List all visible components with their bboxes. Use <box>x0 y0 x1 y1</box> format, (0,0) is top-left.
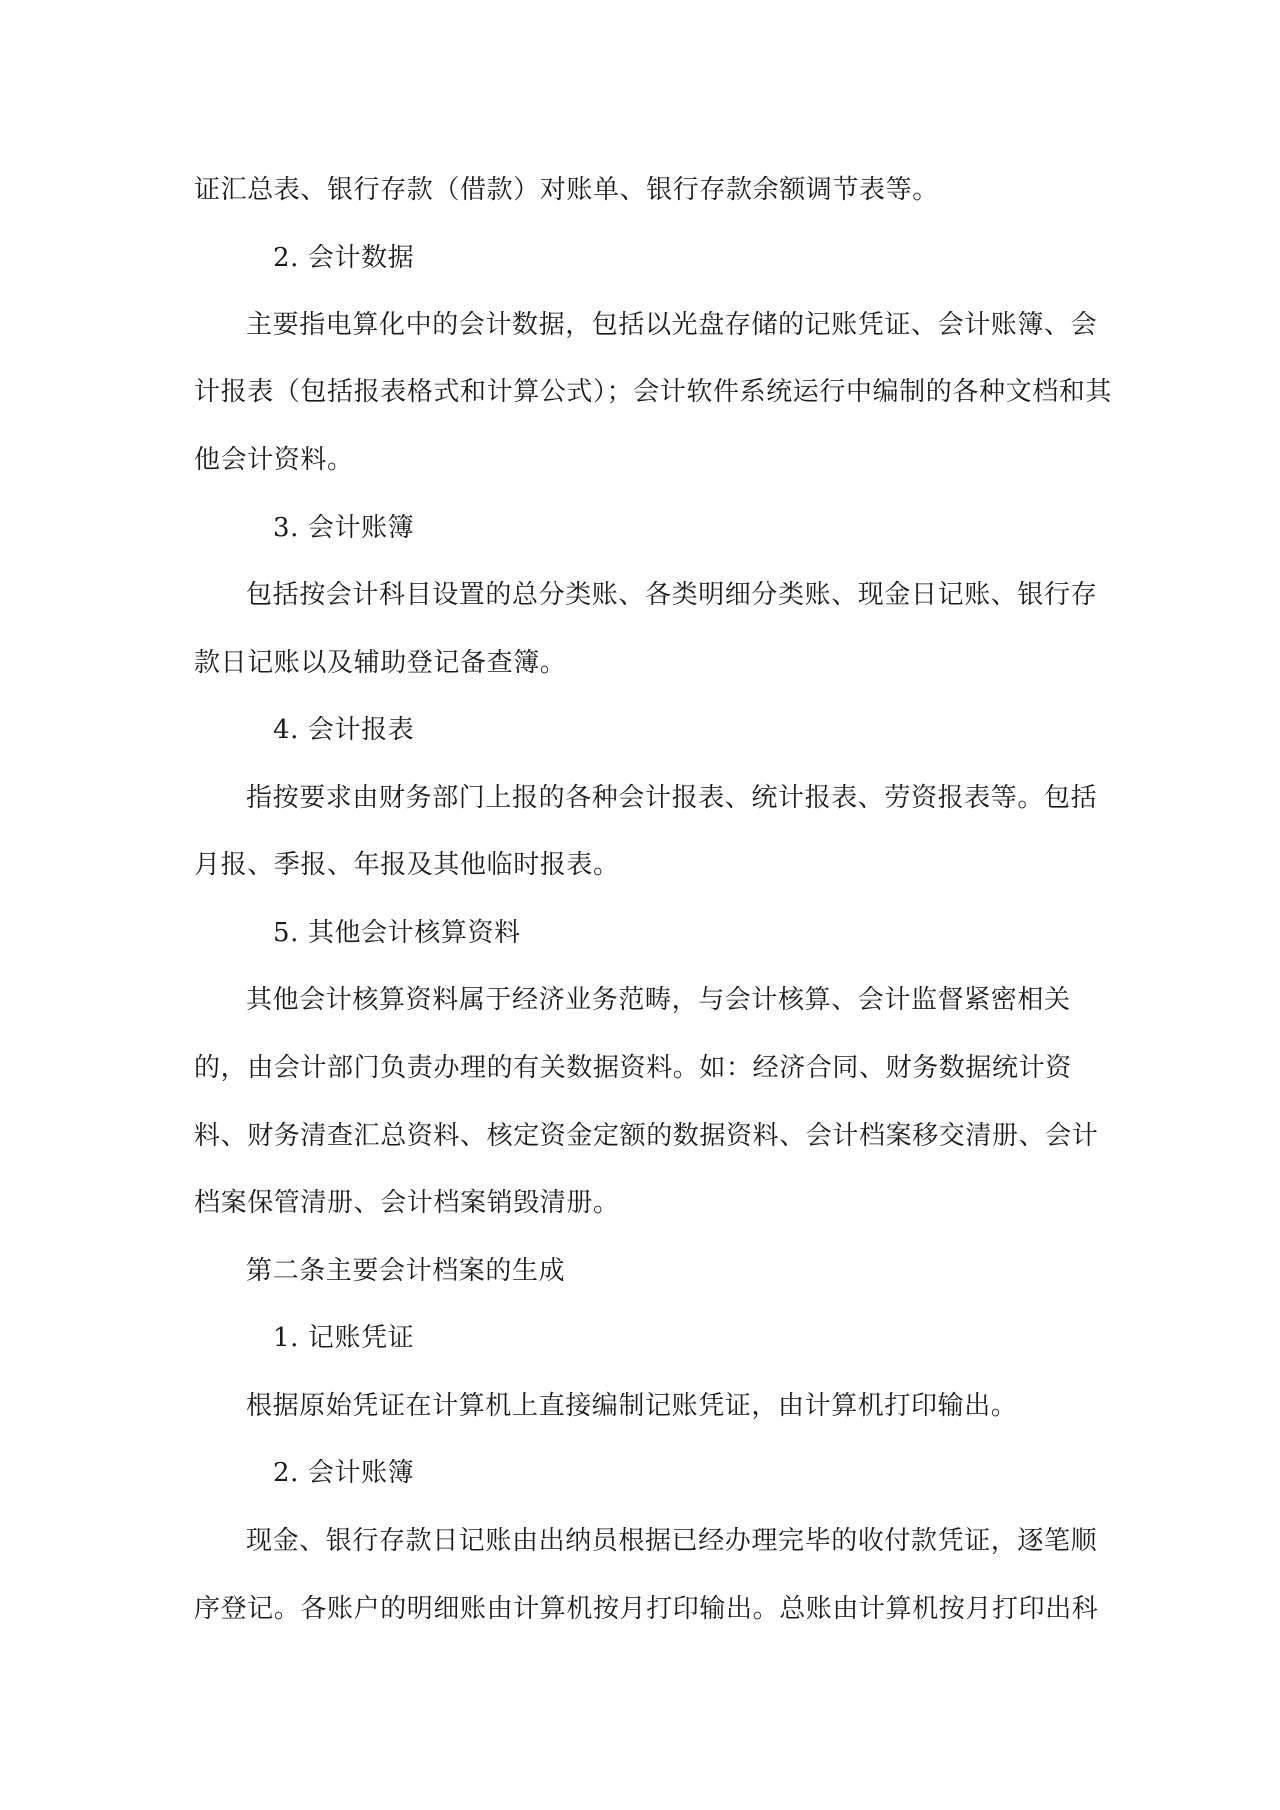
paragraph-line: 月报、季报、年报及其他临时报表。 <box>194 850 620 880</box>
paragraph-line: 的，由会计部门负责办理的有关数据资料。如：经济合同、财务数据统计资 <box>194 1053 1072 1083</box>
paragraph-line: 现金、银行存款日记账由出纳员根据已经办理完毕的收付款凭证，逐笔顺 <box>246 1526 1098 1556</box>
paragraph-line: 包括按会计科目设置的总分类账、各类明细分类账、现金日记账、银行存 <box>246 580 1098 610</box>
paragraph-line: 他会计资料。 <box>194 445 354 475</box>
paragraph-line: 根据原始凭证在计算机上直接编制记账凭证，由计算机打印输出。 <box>246 1391 1018 1421</box>
section-heading: 3. 会计账簿 <box>273 513 415 543</box>
paragraph-line: 序登记。各账户的明细账由计算机按月打印输出。总账由计算机按月打印出科 <box>194 1594 1099 1624</box>
article-heading: 第二条主要会计档案的生成 <box>246 1256 566 1286</box>
section-heading: 5. 其他会计核算资料 <box>273 918 521 948</box>
paragraph-line: 其他会计核算资料属于经济业务范畴，与会计核算、会计监督紧密相关 <box>246 985 1071 1015</box>
paragraph-line: 证汇总表、银行存款（借款）对账单、银行存款余额调节表等。 <box>194 175 939 205</box>
paragraph-line: 主要指电算化中的会计数据，包括以光盘存储的记账凭证、会计账簿、会 <box>246 310 1098 340</box>
section-heading: 2. 会计账簿 <box>273 1458 415 1488</box>
section-heading: 2. 会计数据 <box>273 243 415 273</box>
paragraph-line: 计报表（包括报表格式和计算公式）；会计软件系统运行中编制的各种文档和其 <box>194 377 1113 407</box>
paragraph-line: 款日记账以及辅助登记备查簿。 <box>194 648 567 678</box>
paragraph-line: 档案保管清册、会计档案销毁清册。 <box>194 1188 620 1218</box>
paragraph-line: 指按要求由财务部门上报的各种会计报表、统计报表、劳资报表等。包括 <box>246 783 1098 813</box>
section-heading: 1. 记账凭证 <box>273 1323 415 1353</box>
section-heading: 4. 会计报表 <box>273 715 415 745</box>
paragraph-line: 料、财务清查汇总资料、核定资金定额的数据资料、会计档案移交清册、会计 <box>194 1121 1099 1151</box>
